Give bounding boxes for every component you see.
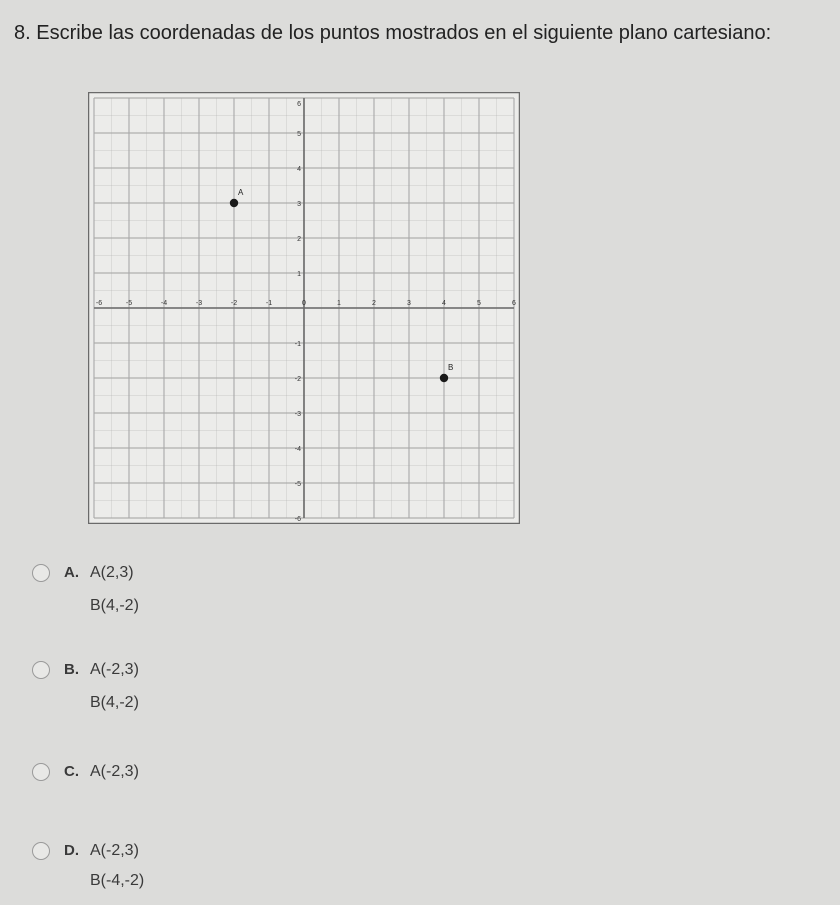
x-tick-label: -1 (265, 300, 273, 307)
option-b-radio[interactable] (32, 661, 50, 679)
x-tick-label: 0 (302, 300, 306, 307)
y-tick-label: -1 (294, 341, 301, 348)
y-tick-label: 2 (297, 236, 301, 243)
y-tick-label: -2 (294, 376, 301, 383)
x-tick-label: 2 (372, 300, 376, 307)
option-c-line-1: A(-2,3) (90, 763, 139, 780)
y-tick-label: 4 (297, 166, 301, 173)
y-tick-label: -4 (294, 446, 301, 453)
option-d-letter: D. (64, 842, 79, 859)
option-b-letter: B. (64, 661, 79, 678)
y-tick-label: -3 (294, 411, 301, 418)
option-b-line-1: A(-2,3) (90, 661, 139, 678)
x-tick-label: 6 (512, 300, 516, 307)
option-a-letter: A. (64, 564, 79, 581)
x-tick-label: 1 (337, 300, 341, 307)
option-b-line-2: B(4,-2) (90, 694, 139, 711)
option-d-radio[interactable] (32, 842, 50, 860)
point-a-label: A (238, 188, 244, 197)
x-tick-label: -5 (125, 300, 133, 307)
x-tick-label: -6 (95, 300, 103, 307)
x-tick-label: -2 (230, 300, 238, 307)
y-tick-label: -5 (294, 481, 301, 488)
option-c-letter: C. (64, 763, 79, 780)
x-tick-label: -4 (160, 300, 168, 307)
y-tick-label: -6 (294, 516, 301, 523)
option-a-line-1: A(2,3) (90, 564, 134, 581)
y-tick-label: 6 (297, 101, 301, 108)
option-a-line-2: B(4,-2) (90, 597, 139, 614)
y-tick-label: 5 (297, 131, 301, 138)
x-tick-label: 3 (407, 300, 411, 307)
y-tick-label: 3 (297, 201, 301, 208)
x-tick-label: 4 (442, 300, 446, 307)
option-c-radio[interactable] (32, 763, 50, 781)
point-b-label: B (448, 363, 454, 372)
question-title: 8. Escribe las coordenadas de los puntos mostrados en el siguiente plano cartesiano: (14, 22, 772, 44)
x-tick-label: 5 (477, 300, 481, 307)
option-d-line-1: A(-2,3) (90, 842, 139, 859)
y-tick-label: 1 (297, 271, 301, 278)
option-a-radio[interactable] (32, 564, 50, 582)
x-tick-label: -3 (195, 300, 203, 307)
option-d-line-2: B(-4,-2) (90, 872, 145, 889)
